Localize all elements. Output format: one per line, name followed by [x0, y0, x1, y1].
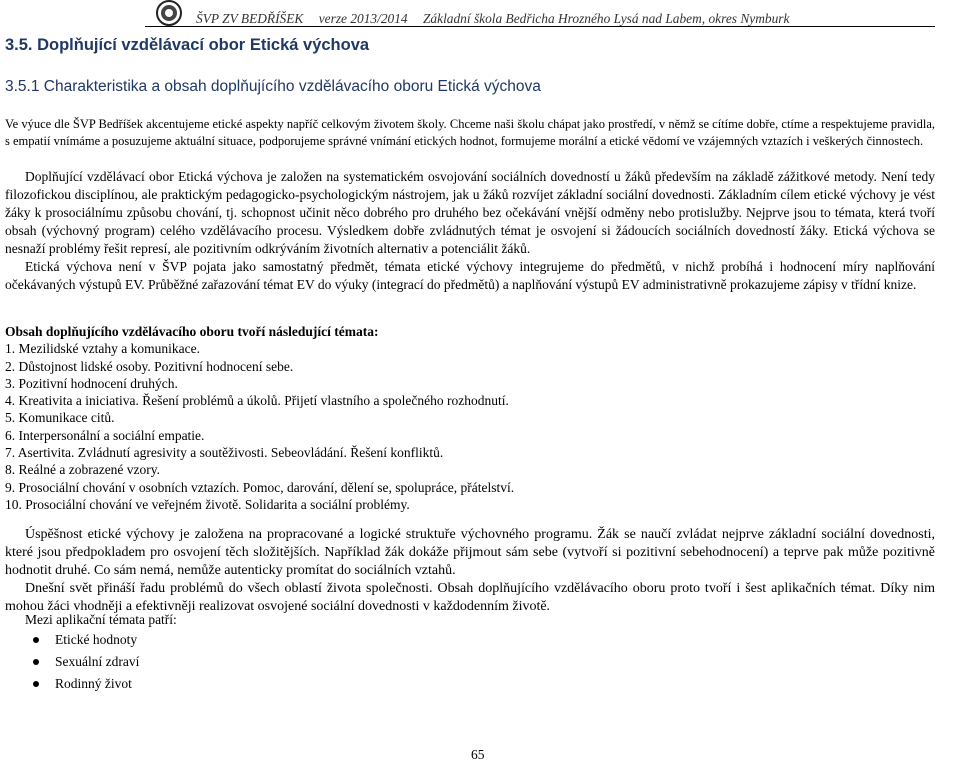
- intro-paragraph: [5, 116, 935, 150]
- topic-item: 4. Kreativita a iniciativa. Řešení problémů a úkolů. Přijetí vlastního a společného rozhodnutí.: [5, 393, 509, 409]
- intro-text: Ve výuce dle ŠVP Bedříšek akcentujeme etické aspekty napříč celkovým životem školy. Chceme naši školu chápat jako prostředí, v němž se cítíme dobře, ctíme a respektujeme pravidla, s empatií vnímáme a posuzujeme aktuální situace, podporujeme správné vnímání etických hodnot, formujeme morální a etické vědomí ve vzájemných vztazích i veškerých činnostech.: [5, 117, 935, 148]
- main-paragraphs: [5, 168, 935, 294]
- topic-item: 7. Asertivita. Zvládnutí agresivity a soutěživosti. Sebeovládání. Řešení konfliktů.: [5, 445, 444, 461]
- topic-item: 6. Interpersonální a sociální empatie.: [5, 427, 205, 443]
- applied-topics-title: Mezi aplikační témata patří:: [25, 612, 177, 627]
- topic-item: 9. Prosociální chování v osobních vztazích. Pomoc, darování, dělení se, spolupráce, přátelství.: [5, 479, 515, 495]
- header-school: Základní škola Bedřicha Hrozného Lysá nad Labem, okres Nymburk: [422, 11, 790, 26]
- topic-item: 3. Pozitivní hodnocení druhých.: [5, 375, 178, 391]
- topics-list: [5, 323, 514, 513]
- header-text: [196, 11, 801, 27]
- school-logo-icon: [149, 0, 189, 26]
- applied-topic-item: Etické hodnoty: [33, 629, 139, 651]
- applied-topics-list: [33, 629, 139, 695]
- page-number: 65: [471, 747, 485, 762]
- topic-item: 8. Reálné a zobrazené vzory.: [5, 462, 161, 478]
- header-version: verze 2013/2014: [318, 11, 408, 26]
- paragraph-success: Úspěšnost etické výchovy je založena na propracované a logické struktuře výchovného programu. Žák se naučí zvládat nejprve základní sociální dovednosti, které jsou předpokladem pro osvojení těch složitějších. Například žák dokáže přijmout sám sebe (vytvoří si pozitivní sebehodnocení) a teprve pak může pozitivně hodnotit druhé. Co sám nemá, nemůže autenticky promítat do sociálních vztahů.: [5, 527, 935, 578]
- closing-paragraphs: [5, 526, 935, 616]
- header-program: ŠVP ZV BEDŘÍŠEK: [196, 11, 304, 26]
- applied-topic-item: Sexuální zdraví: [33, 651, 139, 673]
- topic-item: 10. Prosociální chování ve veřejném životě. Solidarita a sociální problémy.: [5, 496, 410, 512]
- subsection-heading: 3.5.1 Charakteristika a obsah doplňujícího vzdělávacího oboru Etická výchova: [5, 78, 541, 95]
- paragraph-integration: Etická výchova není v ŠVP pojata jako samostatný předmět, témata etické výchovy integrujeme do předmětů, v nichž probíhá i hodnocení míry naplňování očekávaných výstupů EV. Průběžné zařazování témat EV do výuky (integrací do předmětů) a naplňování výstupů EV administrativně prokazujeme zápisy v třídní knize.: [5, 259, 935, 292]
- topic-item: 5. Komunikace citů.: [5, 410, 115, 426]
- paragraph-purpose: Doplňující vzdělávací obor Etická výchova je založen na systematickém osvojování sociálních dovedností u žáků především na základě zážitkové metody. Není tedy filozofickou disciplínou, ale praktickým pedagogicko-psychologickým nástrojem, jak u žáků rozvíjet základní sociální dovednosti. Základním cílem etické výchovy je vést žáky k prosociálnímu způsobu chování, tj. schopnost učinit něco dobrého pro druhého bez očekávání vnější odměny nebo protislužby. Nejprve jsou to témata, která tvoří obsah (výchovný program) celého vzdělávacího procesu. Výsledkem dobře zvládnutých témat je osvojení si žádoucích sociálních dovedností žáky. Etická výchova se nesnaží problémy řešit represí, ale pozitivním odkrýváním životních alternativ a potenciálit žáků.: [5, 169, 935, 256]
- section-heading: 3.5. Doplňující vzdělávací obor Etická výchova: [5, 36, 370, 54]
- topic-item: 1. Mezilidské vztahy a komunikace.: [5, 341, 200, 357]
- topic-item: 2. Důstojnost lidské osoby. Pozitivní hodnocení sebe.: [5, 358, 294, 374]
- applied-topic-item: Rodinný život: [33, 673, 139, 695]
- page-header: [145, 0, 935, 27]
- paragraph-applied: Dnešní svět přináší řadu problémů do všech oblastí života společnosti. Obsah doplňujícího vzdělávacího oboru proto tvoří i šest aplikačních témat. Díky nim mohou žáci vhodněji a efektivněji realizovat osvojené sociální dovednosti v každodenním životě.: [5, 581, 935, 614]
- topics-title: Obsah doplňujícího vzdělávacího oboru tvoří následující témata:: [5, 324, 379, 339]
